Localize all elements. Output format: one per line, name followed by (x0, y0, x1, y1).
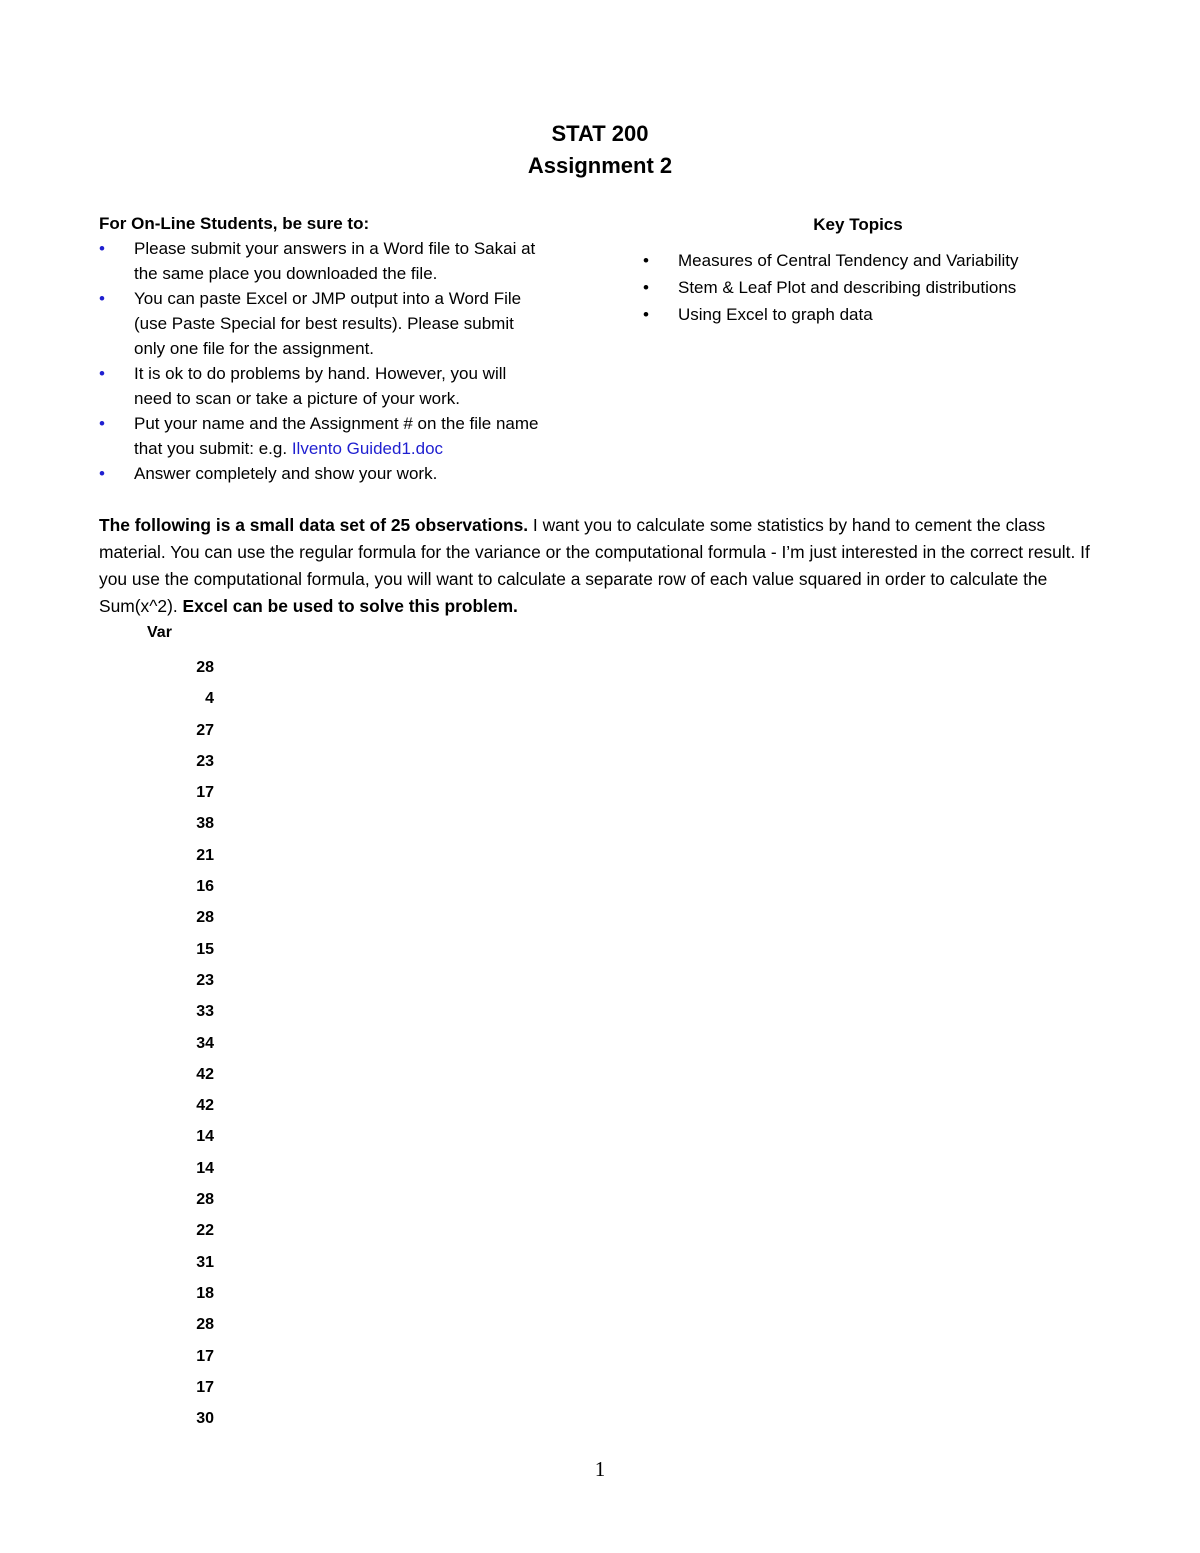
var-value: 28 (196, 1316, 214, 1334)
instruction-line: You can paste Excel or JMP output into a Word File (134, 289, 522, 308)
instruction-line: need to scan or take a picture of your work. (134, 389, 461, 408)
bullet-icon: • (99, 464, 105, 483)
var-value: 16 (196, 878, 214, 896)
var-value: 17 (196, 784, 214, 802)
intro-bold-start: The following is a small data set of 25 observations. (99, 515, 529, 535)
var-value: 38 (196, 815, 214, 833)
bullet-icon: • (643, 278, 649, 297)
var-value: 27 (196, 721, 214, 739)
document-title (0, 118, 1200, 182)
key-topic-text: Stem & Leaf Plot and describing distributions (678, 278, 1017, 297)
bullet-icon: • (643, 251, 649, 270)
key-topic-text: Using Excel to graph data (678, 305, 873, 324)
example-prefix: that you submit: e.g. (134, 439, 292, 458)
bullet-icon: • (643, 305, 649, 324)
var-value: 23 (196, 971, 214, 989)
intro-bold-end: Excel can be used to solve this problem. (182, 596, 518, 616)
var-value: 42 (196, 1065, 214, 1083)
var-value: 14 (196, 1159, 214, 1177)
key-topic-text: Measures of Central Tendency and Variability (678, 251, 1019, 270)
course-title: STAT 200 (551, 121, 649, 146)
instruction-line: (use Paste Special for best results). Please submit (134, 314, 514, 333)
instruction-line: Please submit your answers in a Word file to Sakai at (134, 239, 536, 258)
key-topic-item (643, 247, 1103, 274)
var-value: 17 (196, 1347, 214, 1365)
instructions-heading: For On-Line Students, be sure to: (99, 214, 370, 233)
var-values-list (170, 652, 214, 1434)
var-value: 15 (196, 940, 214, 958)
var-value: 42 (196, 1097, 214, 1115)
bullet-icon: • (99, 239, 105, 258)
key-topic-item (643, 301, 1103, 328)
var-value: 33 (196, 1003, 214, 1021)
var-value: 18 (196, 1284, 214, 1302)
instructions-list (99, 236, 599, 486)
var-value: 4 (205, 690, 214, 708)
intro-body: I want you to calculate some statistics by hand to cement the class material. You can use the regular formula for the variance or the computational formula - I’m just interested in the correct result. If you use the computational formula, you will want to calculate a separate row of each value squared in order to calculate the Sum(x^2). (99, 515, 1090, 616)
instructions-section (99, 211, 599, 486)
page-number: 1 (594, 1457, 606, 1481)
instruction-line: Answer completely and show your work. (134, 464, 438, 483)
instruction-item (99, 286, 599, 361)
var-value: 30 (196, 1410, 214, 1428)
instruction-line: only one file for the assignment. (134, 339, 375, 358)
instruction-line: Put your name and the Assignment # on the file name (134, 414, 539, 433)
key-topic-item (643, 274, 1103, 301)
var-value: 28 (196, 909, 214, 927)
instruction-item (99, 361, 599, 411)
var-value: 34 (196, 1034, 214, 1052)
key-topics-section (643, 211, 1103, 328)
instruction-item (99, 461, 599, 486)
var-value: 23 (196, 752, 214, 770)
var-column-header: Var (147, 624, 172, 641)
var-value: 14 (196, 1128, 214, 1146)
var-value: 22 (196, 1222, 214, 1240)
key-topics-heading: Key Topics (813, 215, 903, 234)
instruction-line: It is ok to do problems by hand. However, you will (134, 364, 507, 383)
instruction-line: the same place you downloaded the file. (134, 264, 438, 283)
bullet-icon: • (99, 414, 105, 433)
var-value: 28 (196, 1191, 214, 1209)
problem-intro (99, 512, 1109, 620)
instruction-item (99, 236, 599, 286)
example-filename-link[interactable]: Ilvento Guided1.doc (291, 439, 444, 458)
var-value: 17 (196, 1378, 214, 1396)
var-value: 31 (196, 1253, 214, 1271)
instruction-item (99, 411, 599, 461)
key-topics-list (643, 247, 1103, 328)
bullet-icon: • (99, 364, 105, 383)
var-value: 21 (196, 846, 214, 864)
var-value: 28 (196, 659, 214, 676)
bullet-icon: • (99, 289, 105, 308)
assignment-title: Assignment 2 (527, 153, 673, 178)
